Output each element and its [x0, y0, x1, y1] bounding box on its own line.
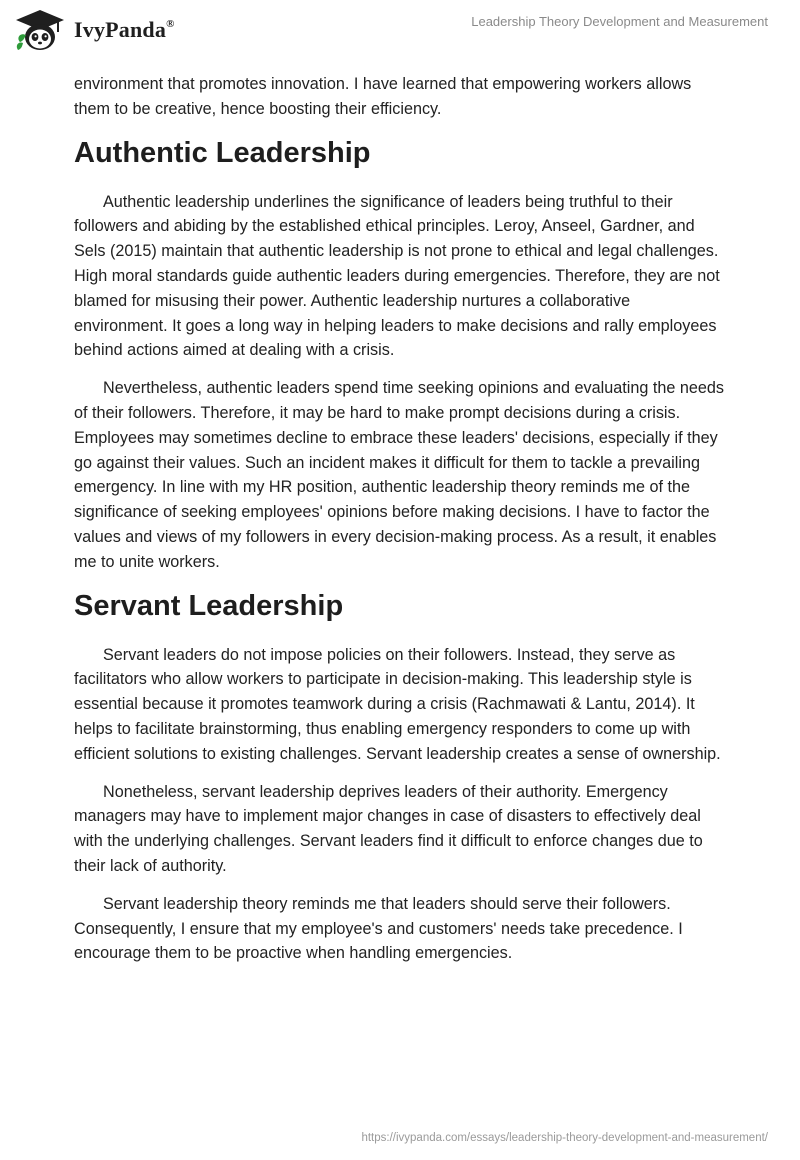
paragraph: Nonetheless, servant leadership deprives leaders of their authority. Emergency managers may have to implement major changes in case of disasters to effectively deal with the underlying challenges. Servant leaders find it difficult to enforce changes due to their lack of authority.	[74, 782, 703, 875]
paragraph: Servant leaders do not impose policies on their followers. Instead, they serve as facilitators who allow workers to participate in decision-making. This leadership style is essential because it promotes teamwork during a crisis (Rachmawati & Lantu, 2014). It helps to facilitate brainstorming, thus enabling emergency responders to come up with efficient solutions to existing challenges. Servant leadership creates a sense of ownership.	[74, 645, 721, 763]
ivypanda-logo[interactable]	[14, 8, 175, 52]
panda-graduate-icon	[14, 8, 66, 52]
source-url-link[interactable]: https://ivypanda.com/essays/leadership-theory-development-and-measurement/	[361, 1132, 768, 1144]
registered-mark: ®	[166, 17, 175, 30]
page-header	[0, 0, 800, 62]
section-heading-authentic: Authentic Leadership	[74, 136, 371, 169]
paragraph: Nevertheless, authentic leaders spend time seeking opinions and evaluating the needs of their followers. Therefore, it may be hard to make prompt decisions during a crisis. Employees may sometimes decline to embrace these leaders' decisions, especially if they go against their values. Such an incident makes it difficult for them to tackle a prevailing emergency. In line with my HR position, authentic leadership theory reminds me of the significance of seeking employees' opinions before making decisions. I have to factor the values and views of my followers in every decision-making process. As a result, it enables me to unite workers.	[74, 379, 724, 571]
document-title: Leadership Theory Development and Measurement	[471, 14, 768, 29]
paragraph: Servant leadership theory reminds me that leaders should serve their followers. Consequently, I ensure that my employee's and customers' needs take precedence. I encourage them to be proactive when handling emergencies.	[74, 894, 683, 963]
intro-paragraph: environment that promotes innovation. I have learned that empowering workers allows them to be creative, hence boosting their efficiency.	[74, 75, 692, 118]
section-heading-servant: Servant Leadership	[74, 589, 344, 622]
essay-content	[74, 72, 726, 979]
paragraph: Authentic leadership underlines the significance of leaders being truthful to their followers and abiding by the established ethical principles. Leroy, Anseel, Gardner, and Sels (2015) maintain that authentic leadership is not prone to ethical and legal challenges. High moral standards guide authentic leaders during emergencies. Therefore, they are not blamed for misusing their power. Authentic leadership nurtures a collaborative environment. It goes a long way in helping leaders to make decisions and rally employees behind actions aimed at dealing with a crisis.	[74, 192, 720, 360]
brand-name: IvyPanda®	[74, 17, 175, 42]
